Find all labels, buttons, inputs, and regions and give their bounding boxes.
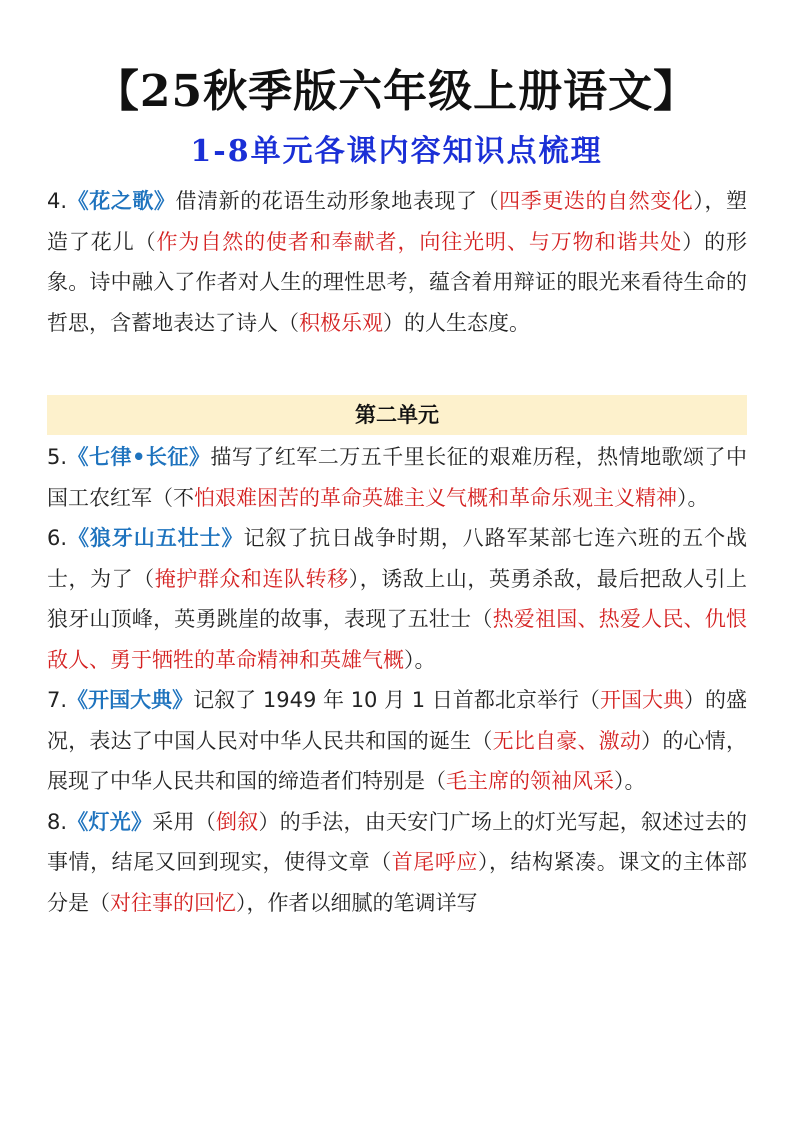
answer-text: 作为自然的使者和奉献者，向往光明、与万物和谐共处: [156, 229, 683, 254]
body-text: ）的手法，由天安门广场上的灯光写起，叙述过去的事情，结尾又回到现实，使得文章（: [47, 809, 748, 874]
lesson-item-5: [47, 437, 747, 518]
answer-text: 怕艰难困苦的革命英雄主义气概和革命乐观主义精神: [194, 485, 677, 510]
item-number: 4.: [47, 189, 68, 213]
item-number: 6.: [47, 526, 68, 550]
body-text: ），塑造了花儿（: [47, 189, 748, 254]
item-number: 8.: [47, 809, 68, 834]
lesson-item-7: [47, 680, 747, 802]
body-text: 采用（: [152, 809, 217, 834]
body-text: 借清新的花语生动形象地表现了（: [175, 189, 500, 213]
answer-text: 掩护群众和连队转移: [154, 566, 349, 591]
body-text: 描写了红军二万五千里长征的艰难历程，热情地歌颂了中国工农红军（不: [47, 445, 748, 510]
page-title: 【25秋季版六年级上册语文】: [94, 66, 699, 117]
spacer: [47, 343, 747, 395]
page-subtitle: 1-8单元各课内容知识点梳理: [190, 134, 603, 169]
lesson-title: 《开国大典》: [67, 688, 194, 712]
body-text: ）的心情，展现了中华人民共和国的缔造者们特别是（: [47, 728, 747, 793]
body-text: ），结构紧凑。课文的主体部分是（: [47, 850, 747, 915]
answer-text: 倒叙: [216, 809, 259, 834]
body-text: ）。: [677, 485, 709, 510]
answer-text: 无比自豪、激动: [492, 728, 642, 753]
answer-text: 对往事的回忆: [110, 890, 236, 915]
lesson-title: 《灯光》: [67, 809, 153, 834]
answer-text: 热爱祖国、热爱人民、仇恨敌人、勇于牺牲的革命精神和英雄气概: [47, 607, 747, 672]
item-number: 7.: [47, 688, 68, 712]
lesson-item-8: [47, 802, 747, 924]
answer-text: 开国大典: [599, 688, 684, 712]
item-number: 5.: [47, 445, 68, 469]
answer-text: 四季更迭的自然变化: [499, 189, 694, 213]
answer-text: 毛主席的领袖风采: [446, 769, 614, 793]
lesson-title: 《七律•长征》: [67, 445, 211, 469]
document-body: [47, 181, 747, 923]
body-text: ）。: [614, 769, 646, 793]
body-text: 记叙了抗日战争时期，八路军某部七连六班的五个战士，为了（: [47, 526, 747, 591]
body-text: ）的盛况，表达了中国人民对中华人民共和国的诞生（: [47, 688, 748, 753]
lesson-title: 《狼牙山五壮士》: [67, 526, 244, 550]
body-text: ）的形象。诗中融入了作者对人生的理性思考，蕴含着用辩证的眼光来看待生命的哲思，含蓄地表达了诗人（: [47, 229, 748, 335]
body-text: ）的人生态度。: [383, 310, 530, 335]
body-text: ），作者以细腻的笔调详写: [236, 890, 478, 915]
lesson-item-4: [47, 181, 747, 343]
body-text: ）。: [404, 647, 436, 672]
section-header-unit-2: 第二单元: [47, 395, 747, 435]
lesson-item-6: [47, 518, 747, 680]
lesson-title: 《花之歌》: [67, 189, 176, 213]
body-text: ），诱敌上山，英勇杀敌，最后把敌人引上狼牙山顶峰，英勇跳崖的故事，表现了五壮士（: [47, 566, 747, 631]
answer-text: 首尾呼应: [391, 850, 478, 874]
answer-text: 积极乐观: [299, 310, 383, 335]
body-text: 记叙了 1949 年 10 月 1 日首都北京举行（: [193, 688, 600, 712]
